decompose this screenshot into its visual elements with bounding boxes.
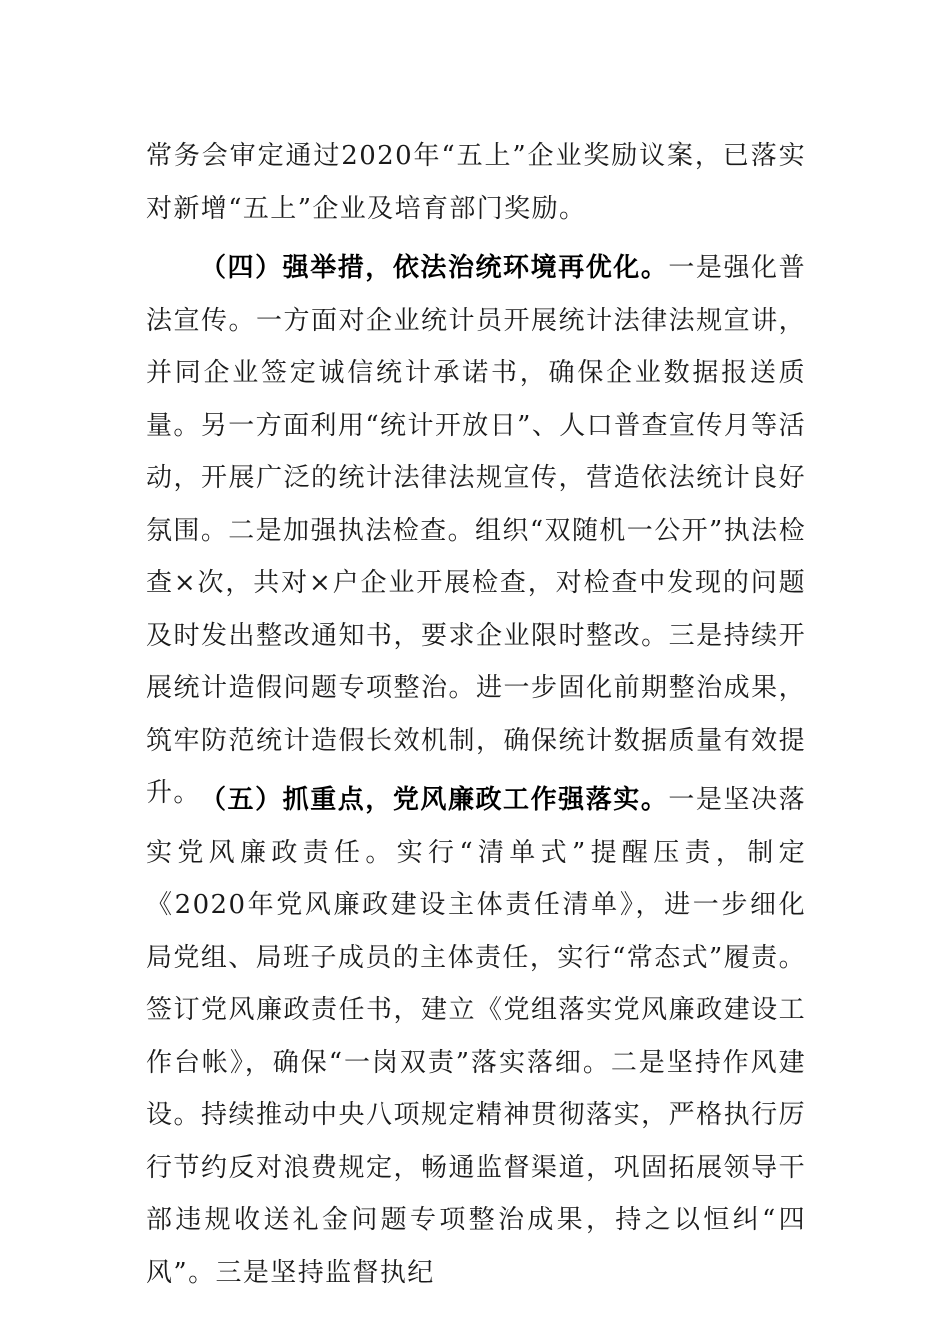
paragraph-5	[146, 774, 806, 1299]
paragraph-body-5: 一是坚决落实党风廉政责任。实行“清单式”提醒压责，制定《2020年党风廉政建设主体责任清单》，进一步细化局党组、局班子成员的主体责任，实行“常态式”履责。签订党风廉政责任书，建立《党组落实党风廉政建设工作台帐》，确保“一岗双责”落实落细。二是坚持作风建设。持续推动中央八项规定精神贯彻落实，严格执行厉行节约反对浪费规定，畅通监督渠道，巩固拓展领导干部违规收送礼金问题专项整治成果，持之以恒纠“四风”。三是坚持监督执纪	[146, 785, 806, 1288]
paragraph-section-4	[146, 242, 806, 820]
paragraph-4	[146, 242, 806, 820]
paragraph-continuation	[146, 130, 806, 235]
section-heading-5: （五）抓重点，党风廉政工作强落实。	[200, 785, 669, 815]
paragraph-body-4: 一是强化普法宣传。一方面对企业统计员开展统计法律法规宣讲，并同企业签定诚信统计承诺书，确保企业数据报送质量。另一方面利用“统计开放日”、人口普查宣传月等活动，开展广泛的统计法律法规宣传，营造依法统计良好氛围。二是加强执法检查。组织“双随机一公开”执法检查×次，共对×户企业开展检查，对检查中发现的问题及时发出整改通知书，要求企业限时整改。三是持续开展统计造假问题专项整治。进一步固化前期整治成果，筑牢防范统计造假长效机制，确保统计数据质量有效提升。	[146, 253, 806, 808]
paragraph-section-5	[146, 774, 806, 1299]
section-heading-4: （四）强举措，依法治统环境再优化。	[200, 253, 669, 283]
paragraph-body-1: 常务会审定通过2020年“五上”企业奖励议案，已落实对新增“五上”企业及培育部门奖励。	[146, 141, 806, 224]
